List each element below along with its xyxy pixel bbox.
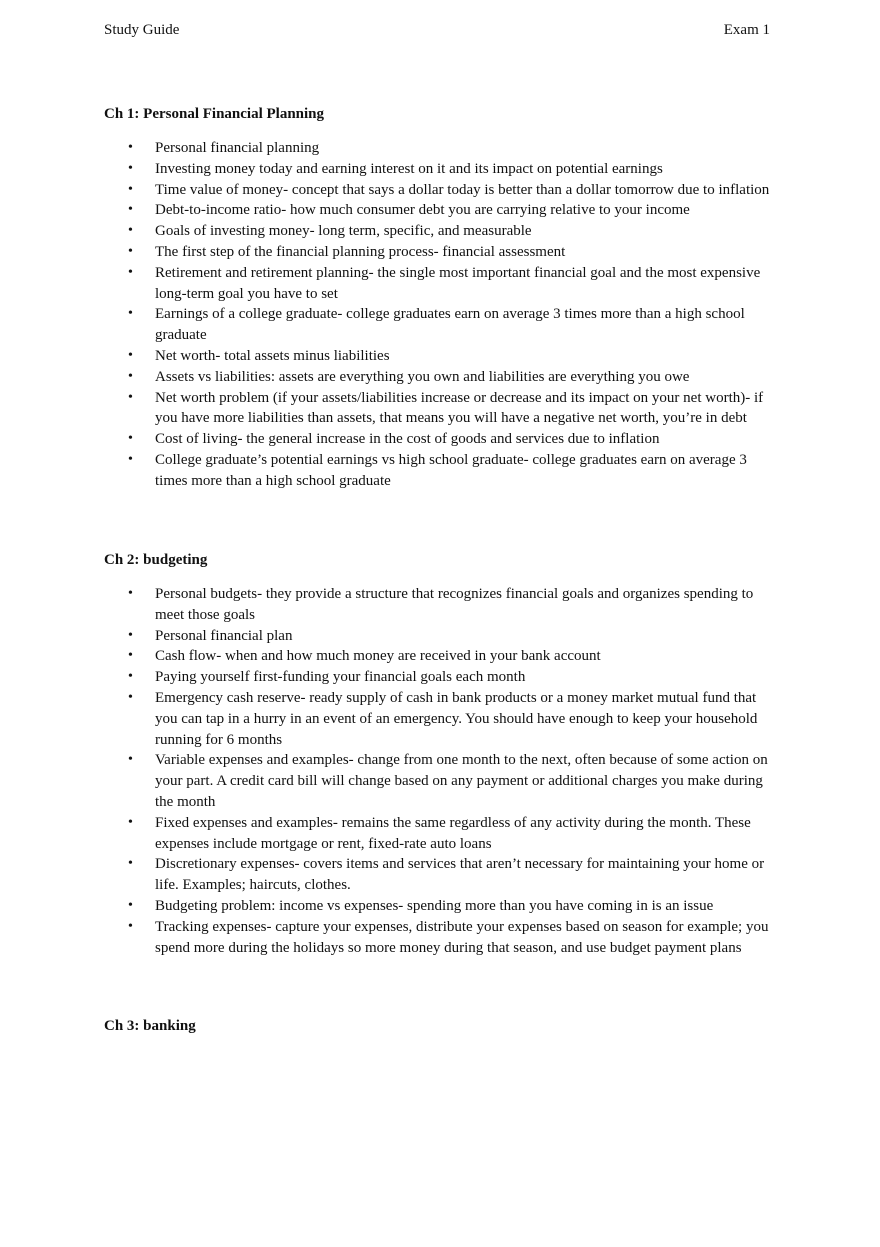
list-item: • Cost of living- the general increase in the cost of goods and services due to inflation — [104, 429, 776, 450]
list-item: • Emergency cash reserve- ready supply of cash in bank products or a money market mutual fund that you can tap in a hurry in an event of an emergency. You should have enough to keep your household running for 6 months — [128, 689, 758, 748]
list-item: • Discretionary expenses- covers items and services that aren’t necessary for maintaining your home or life. Examples; haircuts, clothes. — [128, 856, 765, 894]
bullet-icon: • — [128, 347, 133, 363]
bullet-icon: • — [128, 918, 133, 934]
list-item: • Retirement and retirement planning- the single most important financial goal and the most expensive long-term goal you have to set — [128, 264, 761, 302]
bullet-icon: • — [128, 223, 133, 239]
bullet-icon: • — [128, 689, 133, 705]
bullet-icon: • — [128, 814, 133, 830]
list-item: • Personal budgets- they provide a structure that recognizes financial goals and organizes spending to meet those goals — [128, 586, 754, 623]
list-item: • Net worth problem (if your assets/liabilities increase or decrease and its impact on your net worth)- if you have more liabilities than assets, that means you will have a negative net worth, you’re in debt — [128, 389, 764, 427]
list-item: • Earnings of a college graduate- college graduates earn on average 3 times more than a high school graduate — [128, 306, 745, 344]
bullet-icon: • — [128, 627, 133, 643]
list-item: • Time value of money- concept that says a dollar today is better than a dollar tomorrow due to inflation — [104, 180, 776, 201]
section-title-ch2: Ch 2: budgeting — [104, 552, 208, 568]
list-item: • Net worth- total assets minus liabilities — [104, 346, 776, 367]
list-item: • Variable expenses and examples- change from one month to the next, often because of some action on your part. A credit card bill will change based on any payment or additional charges you make during the month — [128, 752, 768, 810]
header-right-text: Exam 1 — [723, 22, 770, 38]
bullet-list-ch1 — [104, 138, 776, 492]
bullet-icon: • — [128, 389, 133, 405]
list-item: • Debt-to-income ratio- how much consumer debt you are carrying relative to your income — [104, 200, 776, 221]
bullet-icon: • — [128, 264, 133, 280]
bullet-icon: • — [128, 856, 133, 872]
list-item: • Tracking expenses- capture your expenses, distribute your expenses based on season for example; you spend more during the holidays so more money during that season, and use budget payment plans — [128, 918, 769, 956]
section-title-ch1: Ch 1: Personal Financial Planning — [104, 106, 325, 122]
bullet-icon: • — [128, 431, 133, 447]
bullet-icon: • — [128, 140, 133, 155]
list-item: • Cash flow- when and how much money are received in your bank account — [104, 646, 776, 667]
bullet-icon: • — [128, 897, 133, 913]
bullet-icon: • — [128, 451, 133, 467]
list-item: • College graduate’s potential earnings vs high school graduate- college graduates earn on average 3 times more than a high school graduate — [128, 451, 747, 489]
bullet-icon: • — [128, 306, 133, 322]
bullet-icon: • — [128, 243, 133, 259]
bullet-icon: • — [128, 368, 133, 384]
bullet-icon: • — [128, 160, 133, 176]
bullet-icon: • — [128, 648, 133, 664]
section-title-ch3: Ch 3: banking — [104, 1018, 196, 1034]
list-item: • Paying yourself first-funding your financial goals each month — [104, 667, 776, 688]
bullet-icon: • — [128, 586, 133, 601]
bullet-icon: • — [128, 181, 133, 197]
bullet-icon: • — [128, 669, 133, 685]
list-item: • Fixed expenses and examples- remains the same regardless of any activity during the month. These expenses include mortgage or rent, fixed-rate auto loans — [128, 814, 751, 852]
bullet-icon: • — [128, 752, 133, 768]
list-item: • Investing money today and earning interest on it and its impact on potential earnings — [104, 159, 776, 180]
list-item: • Personal financial planning — [104, 138, 776, 159]
bullet-icon: • — [128, 202, 133, 218]
bullet-list-ch2 — [104, 584, 776, 958]
list-item: • Budgeting problem: income vs expenses- spending more than you have coming in is an issue — [104, 896, 776, 917]
list-item: • The first step of the financial planning process- financial assessment — [104, 242, 776, 263]
page-header — [104, 20, 770, 41]
header-left-text: Study Guide — [104, 22, 180, 38]
list-item: • Goals of investing money- long term, specific, and measurable — [104, 221, 776, 242]
list-item: • Personal financial plan — [104, 626, 776, 647]
list-item: • Assets vs liabilities: assets are everything you own and liabilities are everything you owe — [104, 367, 776, 388]
